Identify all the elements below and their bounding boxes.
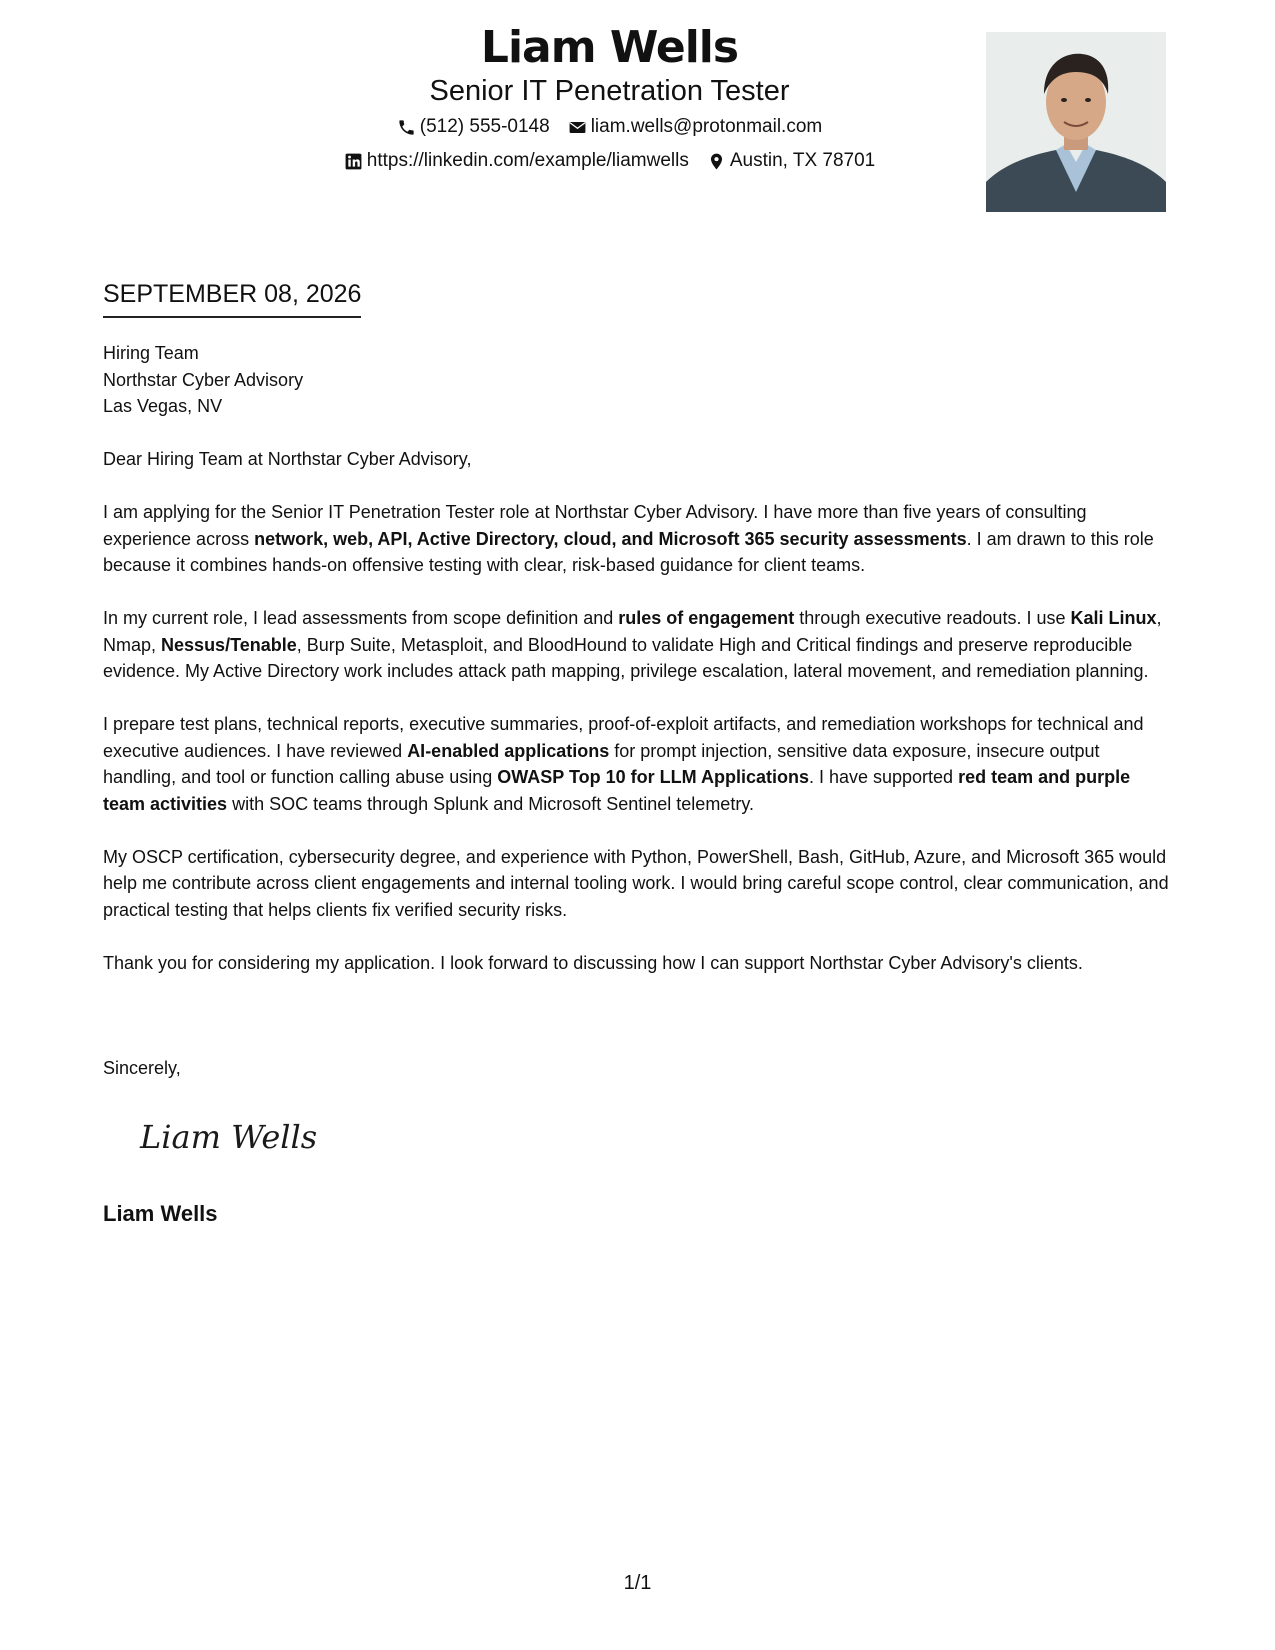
letter-body (103, 446, 1173, 1003)
map-pin-icon (707, 152, 726, 171)
bold-phrase: OWASP Top 10 for LLM Applications (497, 767, 809, 787)
recipient-company: Northstar Cyber Advisory (103, 369, 304, 390)
paragraph (103, 499, 1173, 579)
text-run: for prompt injection, sensitive data exposure, insecure output handling, and tool or function calling abuse using (103, 740, 1100, 787)
profile-photo (986, 32, 1166, 212)
text-run: My OSCP certification, cybersecurity degree, and experience with Python, PowerShell, Bash, GitHub, Azure, and Microsoft 365 would help me contribute across client engagements and internal tooling work. I would bring careful scope control, clear communication, and practical testing that helps clients fix verified security risks. (103, 846, 1169, 920)
text-run: , Nmap, (103, 608, 1162, 655)
email-text[interactable]: liam.wells@protonmail.com (590, 116, 823, 137)
letter-date: SEPTEMBER 08, 2026 (103, 278, 361, 318)
linkedin-icon (344, 152, 363, 171)
closing: Sincerely, (103, 1058, 181, 1078)
linkedin-item[interactable] (344, 146, 689, 176)
bold-phrase: AI-enabled applications (407, 740, 610, 761)
envelope-icon (568, 118, 587, 137)
text-run: through executive readouts. I use (794, 608, 1071, 628)
applicant-role: Senior IT Penetration Tester (429, 75, 790, 107)
phone-text: (512) 555-0148 (419, 116, 550, 137)
phone-item (397, 112, 550, 142)
paragraph (103, 605, 1173, 685)
text-run: In my current role, I lead assessments from scope definition and (103, 608, 619, 628)
bold-phrase: rules of engagement (618, 608, 795, 628)
paragraph (103, 844, 1173, 924)
salutation: Dear Hiring Team at Northstar Cyber Advisory, (103, 449, 472, 469)
signature-text: Liam Wells (140, 1118, 318, 1156)
text-run: I am applying for the Senior IT Penetration Tester role at Northstar Cyber Advisory. I have more than five years of consulting experience across (103, 502, 1087, 549)
location-text: Austin, TX 78701 (729, 150, 876, 171)
page-number: 1/1 (623, 1572, 652, 1594)
text-run: . I am drawn to this role because it combines hands-on offensive testing with clear, risk-based guidance for client teams. (103, 528, 1154, 575)
location-item (707, 146, 875, 176)
text-run: , Burp Suite, Metasploit, and BloodHound to validate High and Critical findings and preserve reproducible evidence. My Active Directory work includes attack path mapping, privilege escalation, lateral movement, and remediation planning. (103, 634, 1149, 681)
bold-phrase: Nessus/Tenable (161, 634, 297, 655)
text-run: with SOC teams through Splunk and Microsoft Sentinel telemetry. (227, 793, 754, 814)
linkedin-text[interactable]: https://linkedin.com/example/liamwells (366, 150, 689, 171)
signer-name: Liam Wells (103, 1201, 218, 1226)
signature-image (136, 1110, 326, 1162)
bold-phrase: network, web, API, Active Directory, cloud, and Microsoft 365 security assessments (254, 528, 967, 549)
email-item[interactable] (568, 112, 823, 142)
recipient-line: Hiring Team (103, 343, 199, 363)
recipient-block (103, 340, 303, 420)
paragraph (103, 950, 1173, 977)
recipient-location: Las Vegas, NV (103, 396, 223, 416)
letter-date-block (103, 278, 361, 318)
applicant-name: Liam Wells (480, 22, 739, 73)
text-run: . I have supported (808, 767, 959, 787)
paragraph (103, 711, 1173, 817)
bold-phrase: red team and purple team activities (103, 767, 1131, 814)
text-run: Thank you for considering my application. I look forward to discussing how I can support Northstar Cyber Advisory's clients. (103, 952, 1083, 973)
phone-icon (397, 118, 416, 137)
bold-phrase: Kali Linux (1070, 608, 1157, 628)
text-run: I prepare test plans, technical reports, executive summaries, proof-of-exploit artifacts, and remediation workshops for technical and executive audiences. I have reviewed (103, 714, 1144, 761)
